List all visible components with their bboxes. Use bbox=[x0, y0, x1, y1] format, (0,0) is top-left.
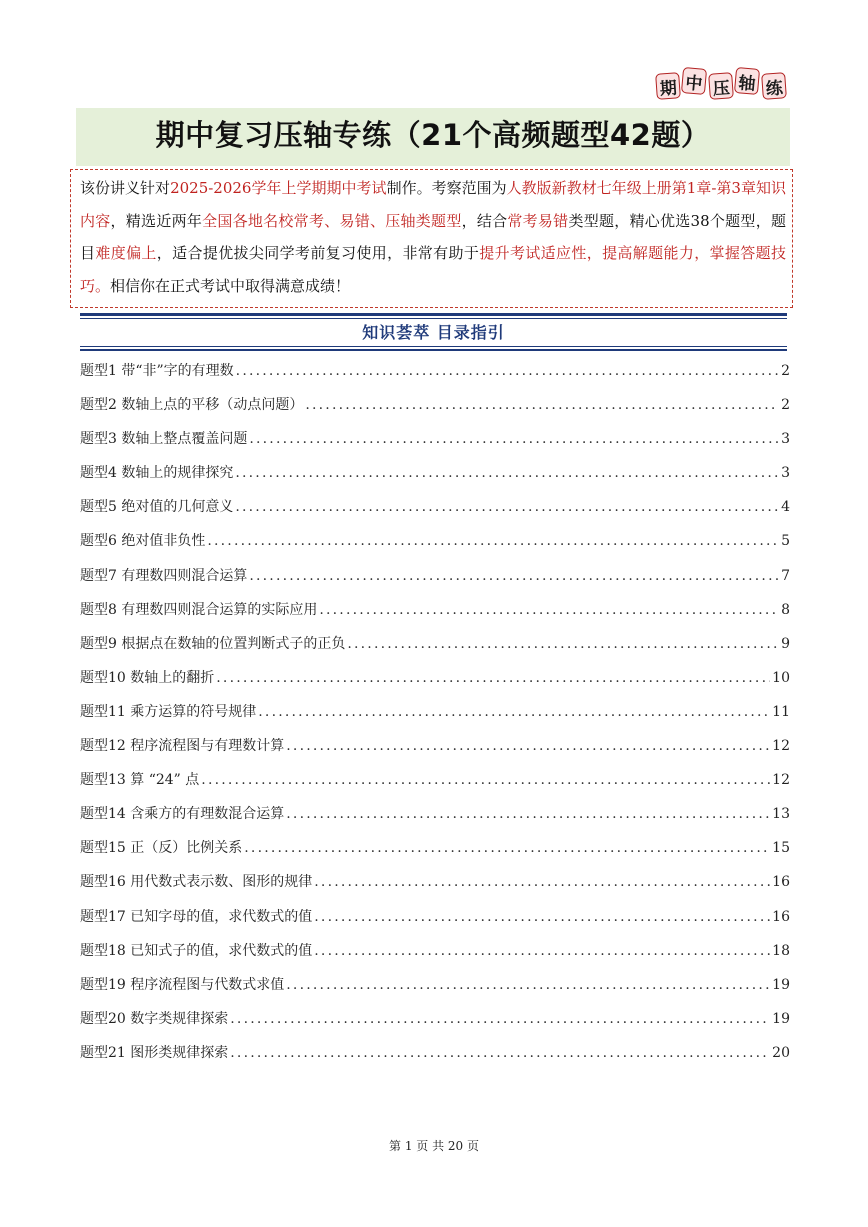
toc-page-number: 13 bbox=[772, 806, 790, 823]
toc-page-number: 12 bbox=[772, 738, 790, 755]
intro-highlight: 常考易错 bbox=[507, 211, 569, 230]
section-heading: 知识荟萃 目录指引 bbox=[362, 323, 505, 342]
stamp-char: 练 bbox=[761, 72, 787, 100]
toc-leader bbox=[319, 602, 778, 618]
toc-label: 题型17 已知字母的值，求代数式的值 bbox=[80, 908, 313, 925]
toc-page-number: 19 bbox=[772, 1010, 790, 1027]
toc-leader bbox=[347, 636, 778, 652]
toc-leader bbox=[286, 806, 770, 822]
toc-entry[interactable] bbox=[80, 633, 790, 667]
toc-leader bbox=[314, 943, 770, 959]
toc-leader bbox=[201, 772, 770, 788]
toc-leader bbox=[235, 499, 778, 515]
toc-page-number: 12 bbox=[772, 772, 790, 789]
toc-entry[interactable] bbox=[80, 462, 790, 496]
toc-entry[interactable] bbox=[80, 1008, 790, 1042]
toc-entry[interactable] bbox=[80, 837, 790, 871]
toc-entry[interactable] bbox=[80, 701, 790, 735]
toc-entry[interactable] bbox=[80, 394, 790, 428]
toc-page-number: 3 bbox=[781, 431, 790, 448]
toc-leader bbox=[235, 465, 778, 481]
toc-label: 题型13 算 “24” 点 bbox=[80, 772, 200, 789]
toc-page-number: 9 bbox=[781, 635, 790, 652]
toc-page-number: 10 bbox=[772, 669, 790, 686]
toc-leader bbox=[216, 670, 770, 686]
toc-page-number: 3 bbox=[781, 465, 790, 482]
toc-entry[interactable] bbox=[80, 769, 790, 803]
intro-text: ，结合 bbox=[461, 211, 508, 230]
toc-leader bbox=[249, 568, 778, 584]
toc-label: 题型14 含乘方的有理数混合运算 bbox=[80, 806, 285, 823]
toc-page-number: 8 bbox=[781, 601, 790, 618]
toc-label: 题型2 数轴上点的平移（动点问题） bbox=[80, 397, 304, 414]
toc-label: 题型15 正（反）比例关系 bbox=[80, 840, 243, 857]
divider bbox=[80, 313, 787, 316]
toc-entry[interactable] bbox=[80, 871, 790, 905]
toc-page-number: 4 bbox=[781, 499, 790, 516]
toc-label: 题型7 有理数四则混合运算 bbox=[80, 567, 248, 584]
toc-leader bbox=[207, 533, 778, 549]
toc-label: 题型18 已知式子的值，求代数式的值 bbox=[80, 942, 313, 959]
toc-leader bbox=[258, 704, 770, 720]
toc-page-number: 2 bbox=[781, 397, 790, 414]
toc-label: 题型16 用代数式表示数、图形的规律 bbox=[80, 874, 313, 891]
toc-entry[interactable] bbox=[80, 974, 790, 1008]
toc-label: 题型19 程序流程图与代数式求值 bbox=[80, 976, 285, 993]
toc-page-number: 11 bbox=[772, 703, 790, 720]
toc-label: 题型8 有理数四则混合运算的实际应用 bbox=[80, 601, 318, 618]
intro-text: 该份讲义针对 bbox=[80, 179, 171, 197]
toc-label: 题型10 数轴上的翻折 bbox=[80, 669, 215, 686]
page-title: 期中复习压轴专练（21个高频题型42题） bbox=[155, 117, 711, 152]
toc-entry[interactable] bbox=[80, 565, 790, 599]
intro-paragraph bbox=[80, 172, 786, 302]
toc-leader bbox=[230, 1045, 770, 1061]
toc-label: 题型3 数轴上整点覆盖问题 bbox=[80, 431, 248, 448]
toc-label: 题型6 绝对值非负性 bbox=[80, 533, 206, 550]
toc-leader bbox=[305, 397, 778, 413]
toc-entry[interactable] bbox=[80, 735, 790, 769]
divider bbox=[80, 349, 787, 351]
toc-entry[interactable] bbox=[80, 599, 790, 633]
toc-leader bbox=[236, 363, 778, 379]
intro-text: 类型题，精心优选38个题型，题目 bbox=[80, 211, 786, 262]
divider bbox=[80, 346, 787, 347]
table-of-contents bbox=[80, 360, 790, 1076]
divider bbox=[80, 318, 787, 319]
toc-leader bbox=[286, 738, 770, 754]
toc-entry[interactable] bbox=[80, 428, 790, 462]
toc-page-number: 2 bbox=[781, 363, 790, 379]
toc-entry[interactable] bbox=[80, 940, 790, 974]
toc-entry[interactable] bbox=[80, 530, 790, 564]
toc-page-number: 18 bbox=[772, 942, 790, 959]
toc-entry[interactable] bbox=[80, 496, 790, 530]
stamp-char: 中 bbox=[681, 67, 708, 95]
toc-page-number: 19 bbox=[772, 976, 790, 993]
page-footer: 第 1 页 共 20 页 bbox=[389, 1139, 479, 1153]
toc-leader bbox=[286, 977, 770, 993]
toc-entry[interactable] bbox=[80, 360, 790, 394]
toc-label: 题型20 数字类规律探索 bbox=[80, 1010, 229, 1027]
toc-entry[interactable] bbox=[80, 667, 790, 701]
toc-page-number: 7 bbox=[781, 567, 790, 584]
toc-entry[interactable] bbox=[80, 906, 790, 940]
toc-page-number: 15 bbox=[772, 840, 790, 857]
toc-entry[interactable] bbox=[80, 1042, 790, 1076]
intro-highlight: 难度偏上 bbox=[95, 244, 157, 262]
intro-highlight: 人教版新教材七年级上册第1章-第3章知识内容 bbox=[80, 179, 786, 230]
toc-label: 题型9 根据点在数轴的位置判断式子的正负 bbox=[80, 635, 346, 652]
intro-text: 制作。考察范围为 bbox=[386, 179, 507, 197]
toc-label: 题型1 带“非”字的有理数 bbox=[80, 363, 234, 379]
toc-label: 题型11 乘方运算的符号规律 bbox=[80, 703, 257, 720]
toc-label: 题型5 绝对值的几何意义 bbox=[80, 499, 234, 516]
intro-text: 相信你在正式考试中取得满意成绩！ bbox=[110, 276, 351, 295]
toc-leader bbox=[249, 431, 778, 447]
toc-page-number: 20 bbox=[772, 1044, 790, 1061]
toc-label: 题型12 程序流程图与有理数计算 bbox=[80, 738, 285, 755]
toc-leader bbox=[244, 840, 770, 856]
intro-text: ，适合提优拔尖同学考前复习使用，非常有助于 bbox=[156, 244, 480, 262]
toc-label: 题型21 图形类规律探索 bbox=[80, 1044, 229, 1061]
intro-highlight: 提升考试适应性，提高解题能力，掌握答题技巧。 bbox=[80, 244, 786, 295]
stamp-logo bbox=[656, 66, 786, 100]
intro-text: ，精选近两年 bbox=[110, 211, 203, 230]
toc-leader bbox=[314, 909, 770, 925]
stamp-char: 期 bbox=[655, 72, 681, 100]
intro-highlight: 全国各地名校常考、易错、压轴类题型 bbox=[202, 211, 462, 230]
toc-page-number: 16 bbox=[772, 908, 790, 925]
intro-highlight: 2025-2026学年上学期期中考试 bbox=[170, 179, 387, 197]
toc-leader bbox=[230, 1011, 770, 1027]
toc-entry[interactable] bbox=[80, 803, 790, 837]
toc-label: 题型4 数轴上的规律探究 bbox=[80, 465, 234, 482]
stamp-char: 压 bbox=[708, 72, 734, 100]
toc-page-number: 5 bbox=[781, 533, 790, 550]
stamp-char: 轴 bbox=[734, 67, 761, 95]
toc-page-number: 16 bbox=[772, 874, 790, 891]
toc-leader bbox=[314, 874, 770, 890]
